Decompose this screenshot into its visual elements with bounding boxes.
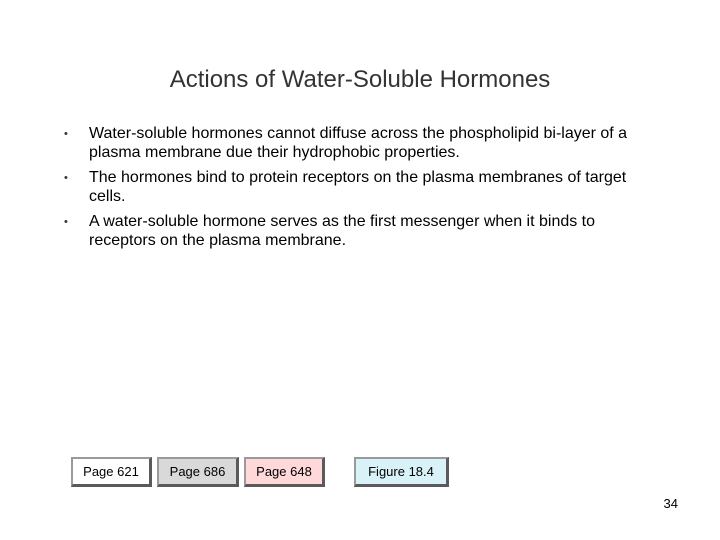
page-621-button[interactable]: Page 621	[71, 457, 152, 487]
bullet-marker: •	[64, 172, 68, 184]
slide-title: Actions of Water-Soluble Hormones	[169, 66, 551, 93]
bullet-item	[64, 124, 664, 162]
bullet-text: A water-soluble hormone serves as the first messenger when it binds to receptors on the plasma membrane.	[89, 213, 596, 249]
bullet-marker: •	[64, 128, 68, 140]
bullet-item	[64, 168, 664, 206]
bullet-marker: •	[64, 216, 68, 228]
bullet-text: The hormones bind to protein receptors on the plasma membranes of target cells.	[89, 169, 627, 205]
page-686-button[interactable]: Page 686	[157, 457, 239, 487]
bullet-text: Water-soluble hormones cannot diffuse across the phospholipid bi-layer of a plasma membrane due their hydrophobic properties.	[89, 125, 628, 161]
page-number: 34	[663, 496, 678, 511]
figure-18-4-button[interactable]: Figure 18.4	[354, 457, 449, 487]
bullet-list	[64, 124, 664, 256]
bullet-item	[64, 212, 664, 250]
page-648-button[interactable]: Page 648	[244, 457, 325, 487]
